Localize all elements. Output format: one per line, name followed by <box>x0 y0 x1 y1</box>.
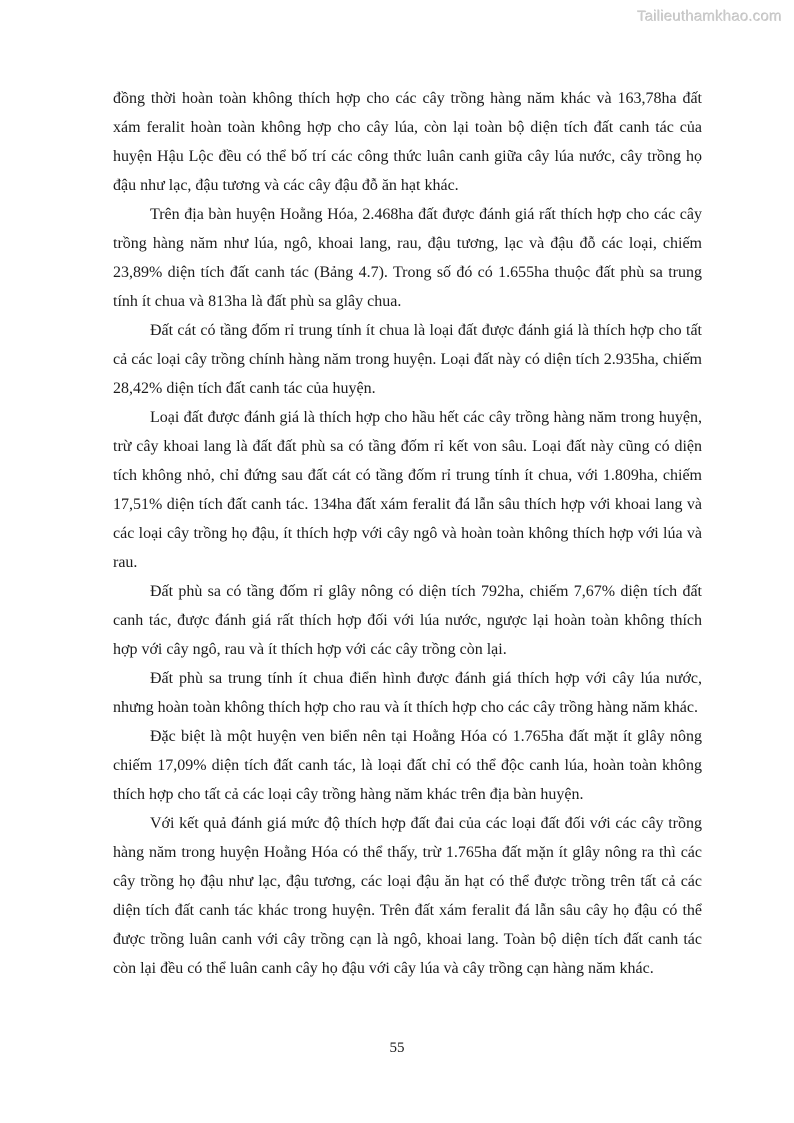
watermark: Tailieuthamkhao.com <box>637 8 782 25</box>
paragraph: đồng thời hoàn toàn không thích hợp cho các cây trồng hàng năm khác và 163,78ha đất xám feralit hoàn toàn không hợp cho cây lúa, còn lại toàn bộ diện tích đất canh tác của huyện Hậu Lộc đều có thể bố trí các công thức luân canh giữa cây lúa nước, cây trồng họ đậu như lạc, đậu tương và các cây đậu đỗ ăn hạt khác. <box>113 90 702 194</box>
paragraph: Trên địa bàn huyện Hoằng Hóa, 2.468ha đất được đánh giá rất thích hợp cho các cây trồng hàng năm như lúa, ngô, khoai lang, rau, đậu tương, lạc và đậu đỗ các loại, chiếm 23,89% diện tích đất canh tác (Bảng 4.7). Trong số đó có 1.655ha thuộc đất phù sa trung tính ít chua và 813ha là đất phù sa glây chua. <box>113 206 702 310</box>
paragraph: Với kết quả đánh giá mức độ thích hợp đất đai của các loại đất đối với các cây trồng hàng năm trong huyện Hoằng Hóa có thể thấy, trừ 1.765ha đất mặn ít glây nông ra thì các cây trồng họ đậu như lạc, đậu tương, các loại đậu ăn hạt có thể được trồng trên tất cả các diện tích đất canh tác khác trong huyện. Trên đất xám feralit đá lẫn sâu cây họ đậu có thể được trồng luân canh với cây trồng cạn là ngô, khoai lang. Toàn bộ diện tích đất canh tác còn lại đều có thể luân canh cây họ đậu với cây lúa và cây trồng cạn hàng năm khác. <box>113 815 702 977</box>
paragraph: Đặc biệt là một huyện ven biển nên tại Hoằng Hóa có 1.765ha đất mặt ít glây nông chiếm 17,09% diện tích đất canh tác, là loại đất chỉ có thể độc canh lúa, hoàn toàn không thích hợp cho tất cả các loại cây trồng hàng năm khác trên địa bàn huyện. <box>113 728 702 803</box>
paragraph: Loại đất được đánh giá là thích hợp cho hầu hết các cây trồng hàng năm trong huyện, trừ cây khoai lang là đất đất phù sa có tầng đốm rỉ kết von sâu. Loại đất này cũng có diện tích không nhỏ, chỉ đứng sau đất cát có tầng đốm rỉ trung tính ít chua, với 1.809ha, chiếm 17,51% diện tích đất canh tác. 134ha đất xám feralit đá lẫn sâu thích hợp với khoai lang và các loại cây trồng họ đậu, ít thích hợp với cây ngô và hoàn toàn không thích hợp với lúa và rau. <box>113 409 702 571</box>
page-number: 55 <box>389 1040 405 1056</box>
paragraph: Đất phù sa có tầng đốm rỉ glây nông có diện tích 792ha, chiếm 7,67% diện tích đất canh tác, được đánh giá rất thích hợp đối với lúa nước, ngược lại hoàn toàn không thích hợp với cây ngô, rau và ít thích hợp với các cây trồng còn lại. <box>113 583 702 658</box>
paragraph: Đất phù sa trung tính ít chua điển hình được đánh giá thích hợp với cây lúa nước, nhưng hoàn toàn không thích hợp cho rau và ít thích hợp cho các cây trồng hàng năm khác. <box>113 670 702 716</box>
document-body <box>113 84 702 983</box>
paragraph: Đất cát có tầng đốm rỉ trung tính ít chua là loại đất được đánh giá là thích hợp cho tất cả các loại cây trồng chính hàng năm trong huyện. Loại đất này có diện tích 2.935ha, chiếm 28,42% diện tích đất canh tác của huyện. <box>113 322 702 397</box>
